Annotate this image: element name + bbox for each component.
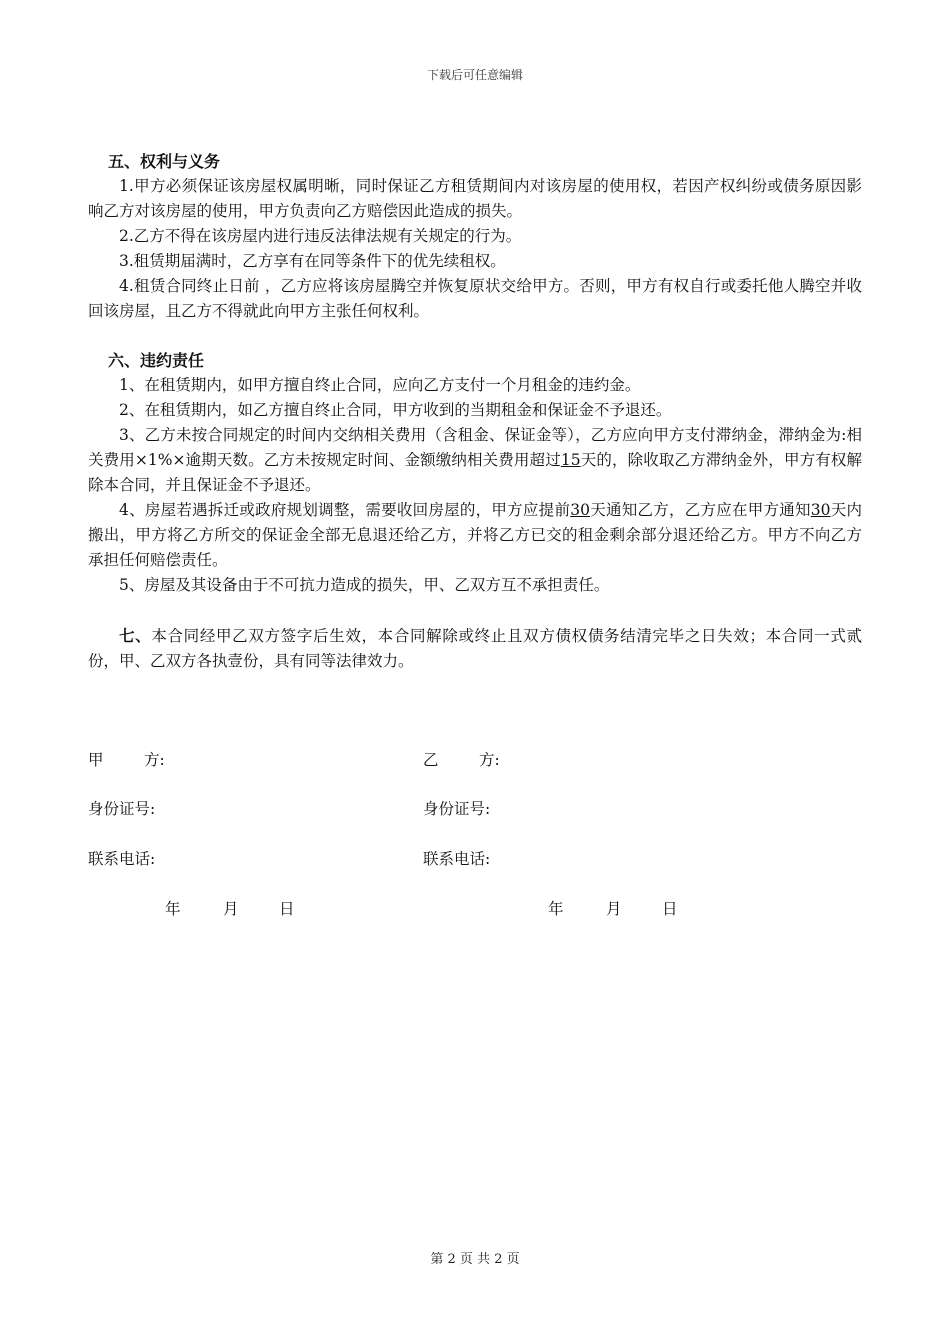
party-b-id-label: 身份证号: bbox=[423, 800, 491, 818]
party-a-id-label: 身份证号: bbox=[88, 800, 156, 818]
section5-item-4: 4.租赁合同终止日前 ，乙方应将该房屋腾空并恢复原状交给甲方。否则，甲方有权自行或委托他人腾空并收回该房屋，且乙方不得就此向甲方主张任何权利。 bbox=[88, 277, 862, 320]
section6-item-3 bbox=[88, 423, 862, 498]
section7-title: 七、 bbox=[119, 626, 152, 645]
party-a-label: 甲 方: bbox=[88, 751, 165, 769]
section6-item-5: 5、房屋及其设备由于不可抗力造成的损失，甲、乙双方互不承担责任。 bbox=[119, 576, 610, 594]
section6-item-4 bbox=[88, 498, 862, 573]
section6-item-3-text-b: 天的，除收取乙方滞纳金外，甲方有权解除本合同，并且保证金不予退还。 bbox=[88, 451, 862, 494]
page-header: 下载后可任意编辑 bbox=[426, 68, 523, 82]
section5-item-1: 1.甲方必须保证该房屋权属明晰，同时保证乙方租赁期间内对该房屋的使用权，若因产权纠纷或债务原因影响乙方对该房屋的使用，甲方负责向乙方赔偿因此造成的损失。 bbox=[88, 177, 862, 220]
party-b-phone-label: 联系电话: bbox=[423, 850, 491, 868]
section7-paragraph bbox=[88, 623, 862, 674]
section5-item-3: 3.租赁期届满时，乙方享有在同等条件下的优先续租权。 bbox=[119, 252, 506, 270]
party-b-date: 年 月 日 bbox=[548, 900, 678, 918]
section5-item-2: 2.乙方不得在该房屋内进行违反法律法规有关规定的行为。 bbox=[119, 227, 522, 245]
page-footer: 第 2 页 共 2 页 bbox=[430, 1252, 520, 1267]
party-a-phone-label: 联系电话: bbox=[88, 850, 156, 868]
section5-body bbox=[88, 174, 862, 324]
section6-title: 六、违约责任 bbox=[108, 351, 205, 370]
section6-item-1: 1、在租赁期内，如甲方擅自终止合同，应向乙方支付一个月租金的违约金。 bbox=[119, 376, 641, 394]
section6-body bbox=[88, 373, 862, 598]
section6-item-4-text-a: 4、房屋若遇拆迁或政府规划调整，需要收回房屋的，甲方应提前 bbox=[119, 501, 571, 519]
section6-item-4-text-c: 天内搬出，甲方将乙方所交的保证金全部无息退还给乙方，并将乙方已交的租金剩余部分退还给乙方。甲方不向乙方承担任何赔偿责任。 bbox=[88, 501, 862, 569]
section6-item-4-text-b: 天通知乙方，乙方应在甲方通知 bbox=[589, 501, 811, 519]
party-a-date: 年 月 日 bbox=[165, 900, 295, 918]
section7-text: 本合同经甲乙双方签字后生效，本合同解除或终止且双方债权债务结清完毕之日失效；本合同一式贰份，甲、乙双方各执壹份，具有同等法律效力。 bbox=[88, 627, 862, 670]
section6-item-3-text-a: 3、乙方未按合同规定的时间内交纳相关费用（含租金、保证金等），乙方应向甲方支付滞纳金，滞纳金为:相关费用×1%×逾期天数。乙方未按规定时间、金额缴纳相关费用超过 bbox=[88, 426, 862, 469]
section6-item-2: 2、在租赁期内，如乙方擅自终止合同，甲方收到的当期租金和保证金不予退还。 bbox=[119, 401, 672, 419]
late-fee-days: 15 bbox=[560, 451, 581, 469]
section7-body bbox=[88, 623, 862, 674]
moveout-days: 30 bbox=[810, 501, 831, 519]
notice-days: 30 bbox=[570, 501, 590, 519]
party-b-label: 乙 方: bbox=[423, 751, 500, 769]
section5-title: 五、权利与义务 bbox=[108, 152, 221, 171]
